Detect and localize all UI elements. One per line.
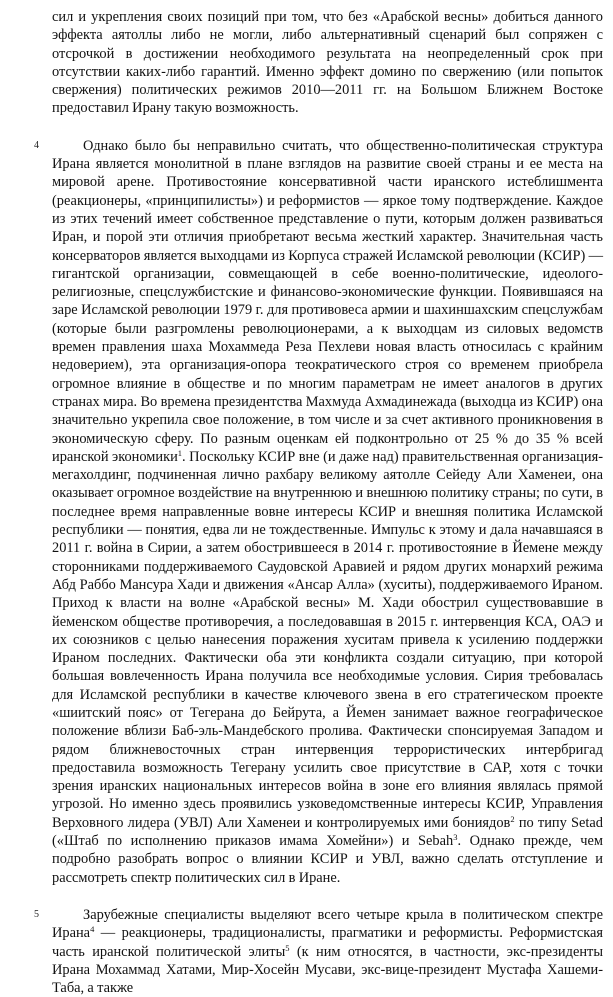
paragraph-continued xyxy=(52,8,603,118)
paragraph-number: 5 xyxy=(34,908,39,920)
paragraph-text: (к ним относятся, в частности, экс-президенты Ирана Мохаммад Хатами, Мир-Хосейн Мусави, экс-вице-президент Мустафа Хашеми-Таба, а также xyxy=(52,943,604,997)
paragraph-text: Однако было бы неправильно считать, что общественно-политическая структура Ирана является монолитной в плане взглядов на развитие своей страны и ее места на мировой арене. Противостояние консервативной части иранского истеблишмента (реакционеры, «принципилисты») и реформистов — яркое тому подтверждение. Каждое из этих течений имеет собственное представление о пути, которым должен развиваться Иран, и порой эти отличия приобретают весьма жесткий характер. Значительная часть консерваторов является выходцами из Корпуса стражей Исламской революции (КСИР) — гигантской организации, совмещающей в себе военно-политические, идеолого-религиозные, спецслужбистские и финансово-экономические функции. Появившаяся на заре Исламской революции 1979 г. для противовеса армии и шахиншахским спецслужбам (которые были разгромлены революционерами, а к выходцам из силовых ведомств времен правления шаха Мохаммеда Реза Пехлеви новая власть относилась с крайним недоверием), эта организация-опора теократического строя со временем приобрела огромное влияние в обществе и по многим параметрам не имеет аналогов в других странах мира. Во времена президентства Махмуда Ахмадинежада (выходца из КСИР) она значительно укрепила свое положение, в том числе и за счет активного проникновения в экономическую сферу. По разным оценкам ей подконтрольно от 25 % до 35 % всей иранской экономики xyxy=(52,137,603,465)
footnote-ref-5[interactable]: 5 xyxy=(285,942,290,953)
footnote-ref-1[interactable]: 1 xyxy=(177,447,183,458)
paragraph-text: сил и укрепления своих позиций при том, что без «Арабской весны» добиться данного эффекта аятоллы либо не могли, либо альтернативный сценарий был сопряжен с отсрочкой в достижении необходимого результата на неопределенный срок при отсутствии каких-либо гарантий. Именно эффект домино по свержению (или попыток свержения) политических режимов 2010—2011 гг. на Большом Ближнем Востоке предоставил Ирану такую возможность. xyxy=(52,9,603,117)
paragraph-text: — реакционеры, традиционалисты, прагматики и реформисты. Реформистская часть иранской политической элиты xyxy=(52,925,603,960)
footnote-ref-4[interactable]: 4 xyxy=(90,924,95,935)
paragraph-text: . Поскольку КСИР вне (и даже над) правительственная организация-мегахолдинг, подчиненная лично рахбару великому аятолле Сейеду Али Хаменеи, она оказывает огромное воздействие на внутреннюю и внешнюю политику страны; по сути, в последнее время направленные вовне интересы КСИР и внешняя политика Исламской республики — понятия, едва ли не тождественные. Импульс к этому и дала начавшаяся в 2011 г. война в Сирии, а затем обострившееся в 2014 г. противостояние в Йемене между сторонниками поддерживаемого Саудовской Аравией и рядом других монархий режима Абд Раббо Мансура Хади и движения «Ансар Алла» (хуситы), поддерживаемого Ираном. Приход к власти на волне «Арабской весны» М. Хади обострил существовавшие в йеменском обществе противоречия, а последовавшая в 2015 г. интервенция КСА, ОАЭ и их союзников с целью нанесения поражения хуситам привела к усилению поддержки Ираном последних. Фактически оба эти конфликта создали ситуацию, при которой большая вовлеченность Ирана получила все необходимые условия. Сирия требовалась для Исламской республики в качестве ключевого звена в его стратегическом проекте «шиитский пояс» от Тегерана до Бейрута, а Йемен занимает важное географическое положение вблизи Баб-эль-Мандебского пролива. Фактически спонсируемая Западом и рядом ближневосточных стран интервенция террористических интербригад предоставила возможность Тегерану усилить свое присутствие в САР, хотя с точки зрения иранских национальных интересов война в зоне его влияния являлась прямой угрозой. Но именно здесь проявились узковедомственные интересы КСИР, Управления Верховного лидера (УВЛ) Али Хаменеи и контролируемых ими бониядов xyxy=(52,448,603,831)
paragraph-number: 4 xyxy=(34,139,39,151)
footnote-ref-3[interactable]: 3 xyxy=(453,832,458,843)
paragraph-text: . Однако прежде, чем подробно разобрать вопрос о влиянии КСИР и УВЛ, важно сделать отступление и рассмотреть спектр политических сил в Иране. xyxy=(52,833,603,886)
footnote-ref-2[interactable]: 2 xyxy=(510,813,515,824)
paragraph-4 xyxy=(34,137,603,887)
paragraph-text: Зарубежные специалисты выделяют всего четыре крыла в политическом спектре Ирана xyxy=(52,906,603,942)
paragraph-text: по типу Setad («Штаб по исполнению приказов имама Хомейни») и Sebah xyxy=(52,814,603,850)
paragraph-5 xyxy=(34,906,604,997)
